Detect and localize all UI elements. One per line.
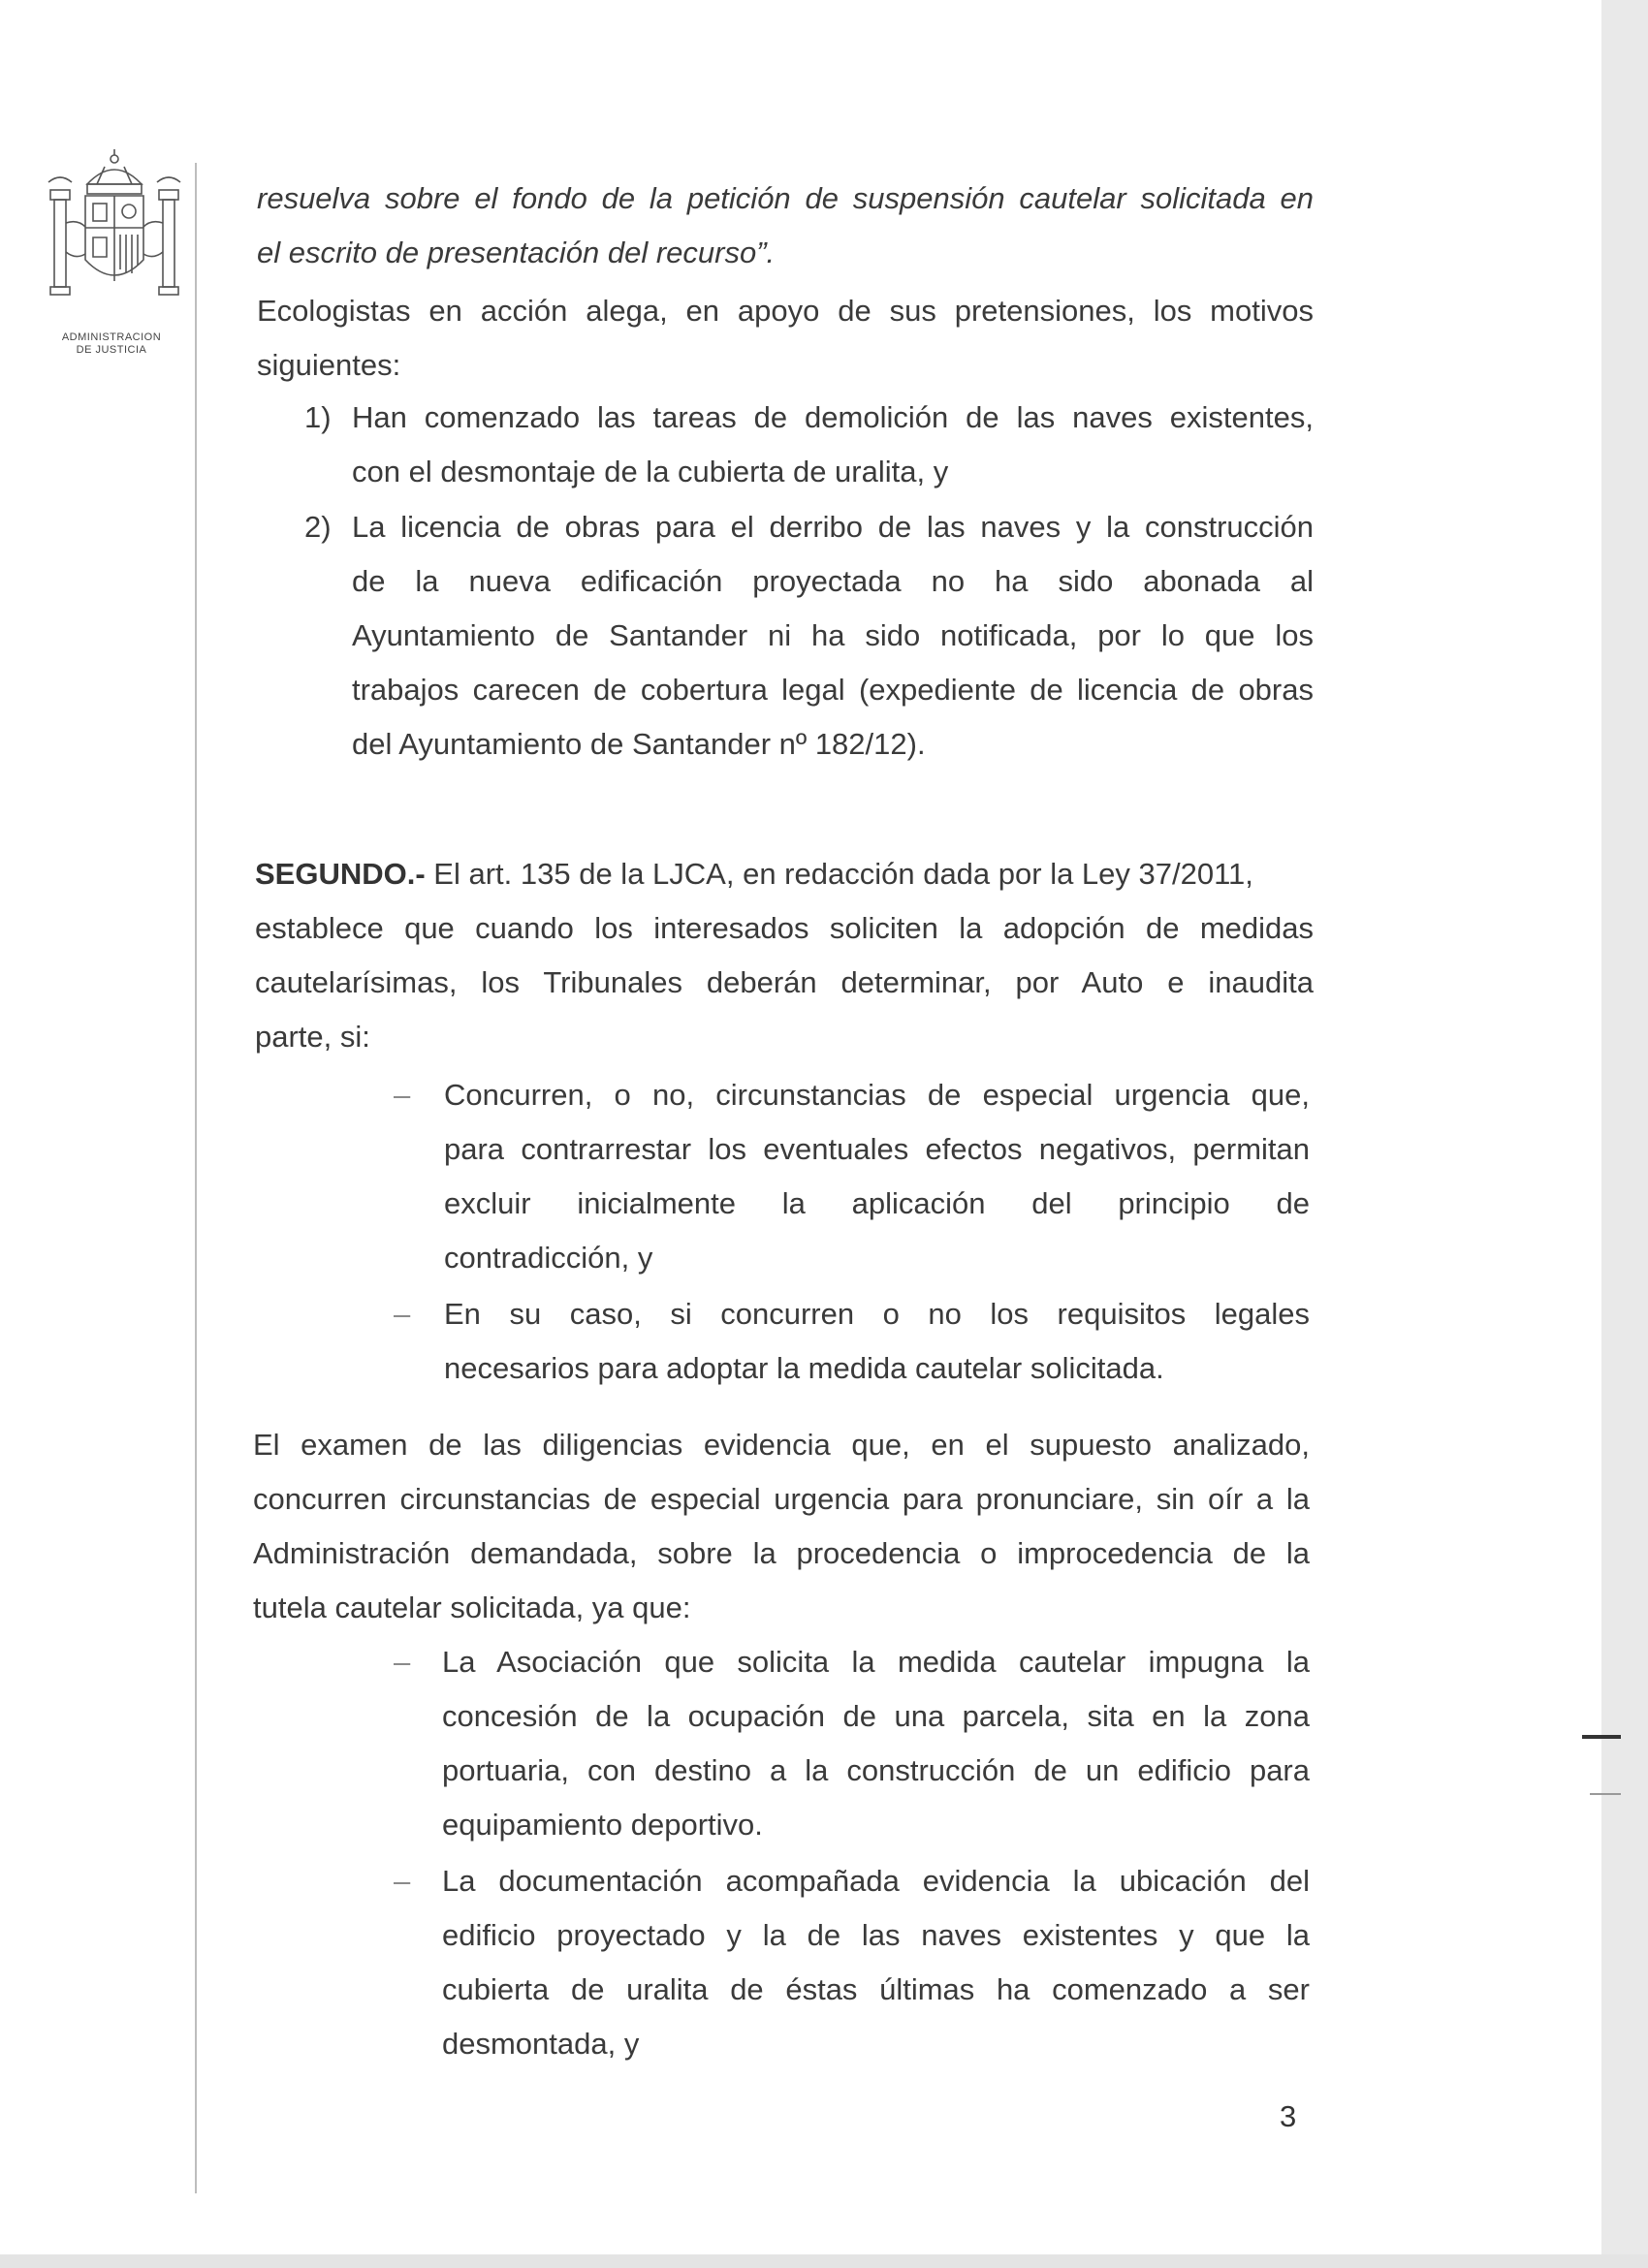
paragraph-line: parte, si: xyxy=(255,1020,370,1054)
coat-of-arms-icon xyxy=(37,145,192,330)
bullet-line: portuaria, con destino a la construcción de un edificio para xyxy=(442,1753,1310,1787)
list-item-line: Ayuntamiento de Santander ni ha sido notificada, por lo que los xyxy=(352,618,1314,652)
margin-rule xyxy=(195,163,197,2193)
bullet-line: desmontada, y xyxy=(442,2027,640,2061)
bullet-line: cubierta de uralita de éstas últimas ha comenzado a ser xyxy=(442,1972,1310,2006)
list-number: 2) xyxy=(304,510,332,544)
list-number: 1) xyxy=(304,400,332,434)
scan-bottom-shadow xyxy=(0,2254,1648,2268)
list-item-line: con el desmontaje de la cubierta de uralita, y xyxy=(352,455,949,488)
dash-bullet: – xyxy=(394,1297,411,1331)
crest-caption xyxy=(29,331,194,357)
bullet-line: La documentación acompañada evidencia la ubicación del xyxy=(442,1864,1310,1898)
bullet-line: para contrarrestar los eventuales efectos negativos, permitan xyxy=(444,1132,1310,1166)
list-item-line: trabajos carecen de cobertura legal (expediente de licencia de obras xyxy=(352,673,1314,707)
paragraph-line: cautelarísimas, los Tribunales deberán determinar, por Auto e inaudita xyxy=(255,965,1314,999)
bullet-line: excluir inicialmente la aplicación del principio de xyxy=(444,1186,1310,1220)
crest-caption-line2: DE JUSTICIA xyxy=(76,344,147,356)
list-item-line: del Ayuntamiento de Santander nº 182/12). xyxy=(352,727,926,761)
list-item-line: La licencia de obras para el derribo de las naves y la construcción xyxy=(352,510,1314,544)
bullet-line: concesión de la ocupación de una parcela, sita en la zona xyxy=(442,1699,1310,1733)
dash-bullet: – xyxy=(394,1645,411,1679)
paragraph-line: El examen de las diligencias evidencia que, en el supuesto analizado, xyxy=(253,1428,1310,1462)
bullet-line: edificio proyectado y la de las naves existentes y que la xyxy=(442,1918,1310,1952)
list-item-line: Han comenzado las tareas de demolición de las naves existentes, xyxy=(352,400,1314,434)
crest-caption-line1: ADMINISTRACION xyxy=(61,331,162,343)
bullet-line: contradicción, y xyxy=(444,1241,653,1275)
paragraph-line: El art. 135 de la LJCA, en redacción dada por la Ley 37/2011, xyxy=(425,857,1253,891)
bullet-line: equipamiento deportivo. xyxy=(442,1808,763,1842)
quote-line: resuelva sobre el fondo de la petición de suspensión cautelar solicitada en xyxy=(257,181,1314,215)
dash-bullet: – xyxy=(394,1078,411,1112)
dash-bullet: – xyxy=(394,1864,411,1898)
list-item-line: de la nueva edificación proyectada no ha sido abonada al xyxy=(352,564,1314,598)
bullet-line: La Asociación que solicita la medida cautelar impugna la xyxy=(442,1645,1310,1679)
paragraph-line: concurren circunstancias de especial urgencia para pronunciare, sin oír a la xyxy=(253,1482,1310,1516)
paragraph-line: Administración demandada, sobre la procedencia o improcedencia de la xyxy=(253,1536,1310,1570)
segundo-first-line xyxy=(255,847,1314,901)
section-heading: SEGUNDO.- xyxy=(255,857,426,891)
quote-line: el escrito de presentación del recurso”. xyxy=(257,236,776,269)
bullet-line: En su caso, si concurren o no los requisitos legales xyxy=(444,1297,1310,1331)
page-number: 3 xyxy=(1280,2099,1297,2133)
paragraph-line: siguientes: xyxy=(257,348,401,382)
paragraph-line: establece que cuando los interesados soliciten la adopción de medidas xyxy=(255,911,1314,945)
scan-edge-mark xyxy=(1582,1735,1621,1739)
bullet-line: necesarios para adoptar la medida cautelar solicitada. xyxy=(444,1351,1164,1385)
paragraph-line: Ecologistas en acción alega, en apoyo de sus pretensiones, los motivos xyxy=(257,294,1314,328)
bullet-line: Concurren, o no, circunstancias de especial urgencia que, xyxy=(444,1078,1310,1112)
paragraph-line: tutela cautelar solicitada, ya que: xyxy=(253,1591,691,1624)
scan-edge-mark-small xyxy=(1590,1793,1621,1795)
scan-edge-shadow xyxy=(1601,0,1648,2268)
